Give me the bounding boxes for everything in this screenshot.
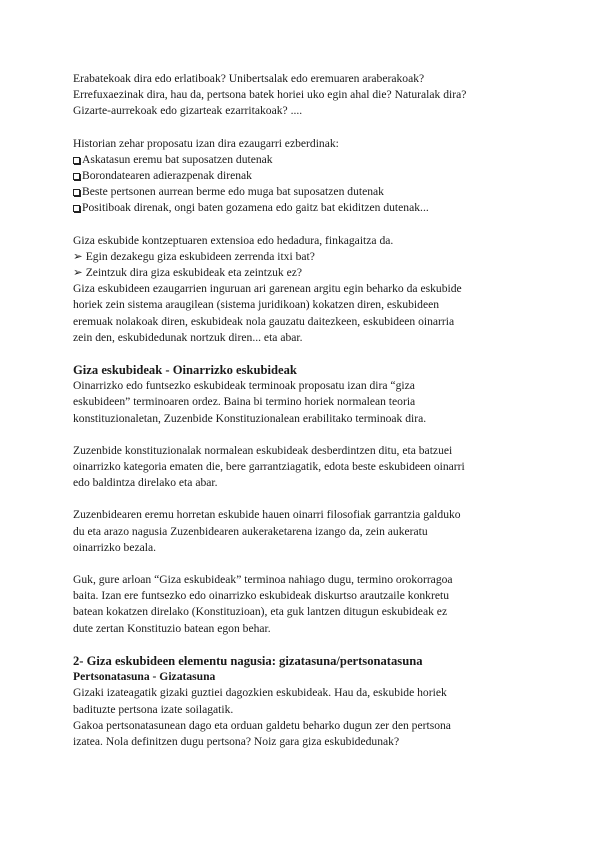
text-line: Gizaki izateagatik gizaki guztiei dagozkien eskubideak. Hau da, eskubide horiek [73,686,447,700]
question-item [73,265,543,281]
document-page [73,71,543,750]
list-item-label: Askatasun eremu bat suposatzen dutenak [82,152,273,166]
text-line: batean kokatzen direlako (Konstituzioan), eta guk lantzen ditugun eskubideak ez [73,605,448,619]
section-title: Giza eskubideak - Oinarrizko eskubideak [73,363,297,378]
text-line: Gizarte-aurrekoak edo gizarteak ezarritakoak? .... [73,104,303,118]
list-item [73,168,543,184]
properties-heading: Historian zehar proposatu izan dira ezaugarri ezberdinak: [73,136,339,150]
arrow-right-icon: ➢ [73,266,83,280]
text-line: Gakoa pertsonatasunean dago eta orduan galdetu beharko dugun zer den pertsona [73,718,451,732]
text-line: oinarrizko kategoria ematen die, bere garrantziagatik, edota beste eskubideen oinarri [73,460,465,474]
list-item [73,184,543,200]
arrow-right-icon: ➢ [73,249,83,263]
text-line: Erabatekoak dira edo erlatiboak? Unibertsalak edo eremuaren araberakoak? [73,72,425,85]
text-line: badituzte pertsona izate soilagatik. [73,702,234,716]
properties-list [73,136,543,217]
text-line: baita. Izan ere funtsezko edo oinarrizko eskubideak diskurtso arautzaile konkretu [73,589,450,603]
question-text: Zeintzuk dira giza eskubideak eta zeintzuk ez? [85,266,303,280]
text-line: Oinarrizko edo funtsezko eskubideak terminoak proposatu izan dira “giza [73,379,415,393]
text-line: izatea. Nola definitzen dugu pertsona? Noiz gara giza eskubidedunak? [73,734,400,748]
checkbox-icon [73,205,80,212]
section-human-rights [73,362,543,637]
text-line: zein den, eskubidedunak nortzuk diren... eta abar. [73,330,303,344]
text-line: konstituzionaletan, Zuzenbide Konstituzionalean erabilitako terminoak dira. [73,411,427,425]
list-item-label: Beste pertsonen aurrean berme edo muga bat suposatzen dutenak [82,185,384,199]
checkbox-icon [73,189,80,196]
text-line: Errefuxaezinak dira, hau da, pertsona batek horiei uko egin ahal die? Naturalak dira? [73,88,467,102]
list-item-label: Positiboak direnak, ongi baten gozamena edo gaitz bat ekiditzen dutenak... [82,201,429,215]
text-line: Zuzenbide konstituzionalak normalean eskubideak desberdintzen ditu, eta batzuei [73,443,453,457]
text-line: Giza eskubide kontzeptuaren extensioa edo hedadura, finkagaitza da. [73,233,394,247]
extension-block [73,233,543,346]
text-line: oinarrizko bezala. [73,540,157,554]
section-personhood [73,653,543,750]
text-line: Guk, gure arloan “Giza eskubideak” terminoa nahiago dugu, termino orokorragoa [73,573,453,587]
checkbox-icon [73,173,80,180]
text-line: Giza eskubideen ezaugarrien inguruan ari garenean argitu egin beharko da eskubide [73,282,462,296]
section-subtitle: Pertsonatasuna - Gizatasuna [73,670,216,684]
text-line: edo baldintza direlako eta abar. [73,476,218,490]
text-line: dute zertan Konstituzio batean egon behar. [73,621,271,635]
list-item-label: Borondatearen adierazpenak direnak [82,169,252,183]
section-title: 2- Giza eskubideen elementu nagusia: gizatasuna/pertsonatasuna [73,653,423,668]
text-line: Zuzenbidearen eremu horretan eskubide hauen oinarri filosofiak garrantzia galduko [73,508,461,522]
question-item [73,249,543,265]
list-item [73,200,543,216]
text-line: eremuak nolakoak diren, eskubideak nola gauzatu daitezkeen, eskubideen oinarria [73,314,455,328]
list-item [73,152,543,168]
text-line: du eta arazo nagusia Zuzenbidearen aukeraketarena izango da, zein aukeratu [73,524,428,538]
intro-questions [73,71,543,120]
question-text: Egin dezakegu giza eskubideen zerrenda itxi bat? [85,249,315,263]
text-line: eskubideen” terminoaren ordez. Baina bi termino horiek normalean teoria [73,395,416,409]
checkbox-icon [73,157,80,164]
text-line: horiek zein sistema araugilean (sistema juridikoan) kokatzen diren, eskubideen [73,298,440,312]
